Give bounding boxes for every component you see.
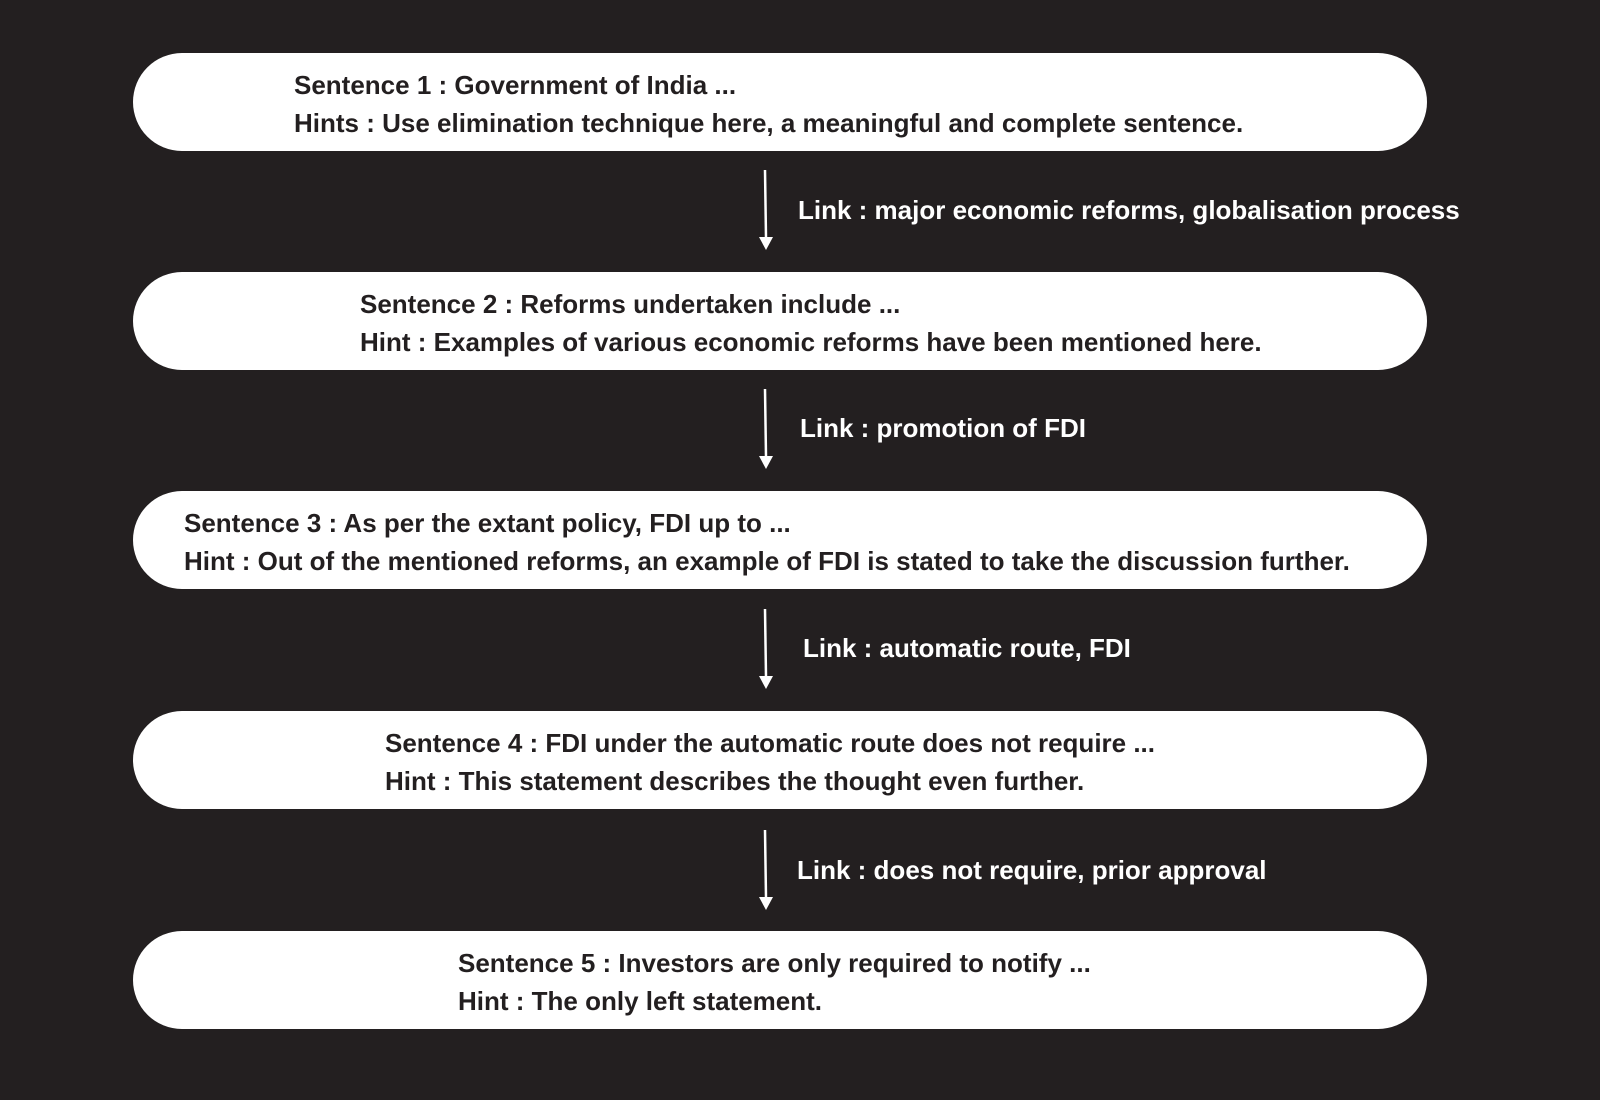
sentence-3-label: Sentence 3 : As per the extant policy, FDI up to ... [184, 508, 791, 538]
down-arrow-icon [765, 168, 785, 250]
link-connector-2 [765, 387, 1600, 467]
step-box-1 [133, 53, 1427, 151]
hint-3-label: Hint : Out of the mentioned reforms, an example of FDI is stated to take the discussion further. [184, 546, 1350, 576]
link-label-4: Link : does not require, prior approval [797, 855, 1267, 885]
link-label-1: Link : major economic reforms, globalisation process [798, 195, 1460, 225]
down-arrow-icon [765, 607, 785, 689]
down-arrow-icon [765, 387, 785, 469]
step-box-4 [133, 711, 1427, 809]
hint-5-label: Hint : The only left statement. [458, 986, 823, 1016]
step-text-5 [458, 944, 1091, 1020]
link-label-2: Link : promotion of FDI [800, 413, 1086, 443]
step-text-4 [385, 724, 1155, 800]
step-text-2 [360, 285, 1262, 361]
link-connector-3 [765, 607, 1600, 687]
link-connector-1 [765, 168, 1600, 248]
step-box-2 [133, 272, 1427, 370]
step-box-3 [133, 491, 1427, 589]
hint-4-label: Hint : This statement describes the thought even further. [385, 766, 1085, 796]
hint-2-label: Hint : Examples of various economic reforms have been mentioned here. [360, 327, 1262, 357]
sentence-1-label: Sentence 1 : Government of India ... [294, 70, 737, 100]
sentence-2-label: Sentence 2 : Reforms undertaken include ... [360, 289, 901, 319]
down-arrow-icon [765, 828, 785, 910]
step-text-1 [294, 66, 1243, 142]
sentence-5-label: Sentence 5 : Investors are only required to notify ... [458, 948, 1091, 978]
step-box-5 [133, 931, 1427, 1029]
sentence-4-label: Sentence 4 : FDI under the automatic route does not require ... [385, 728, 1156, 758]
step-text-3 [184, 504, 1350, 580]
link-connector-4 [765, 828, 1600, 908]
link-label-3: Link : automatic route, FDI [803, 633, 1131, 663]
hint-1-label: Hints : Use elimination technique here, a meaningful and complete sentence. [294, 108, 1244, 138]
